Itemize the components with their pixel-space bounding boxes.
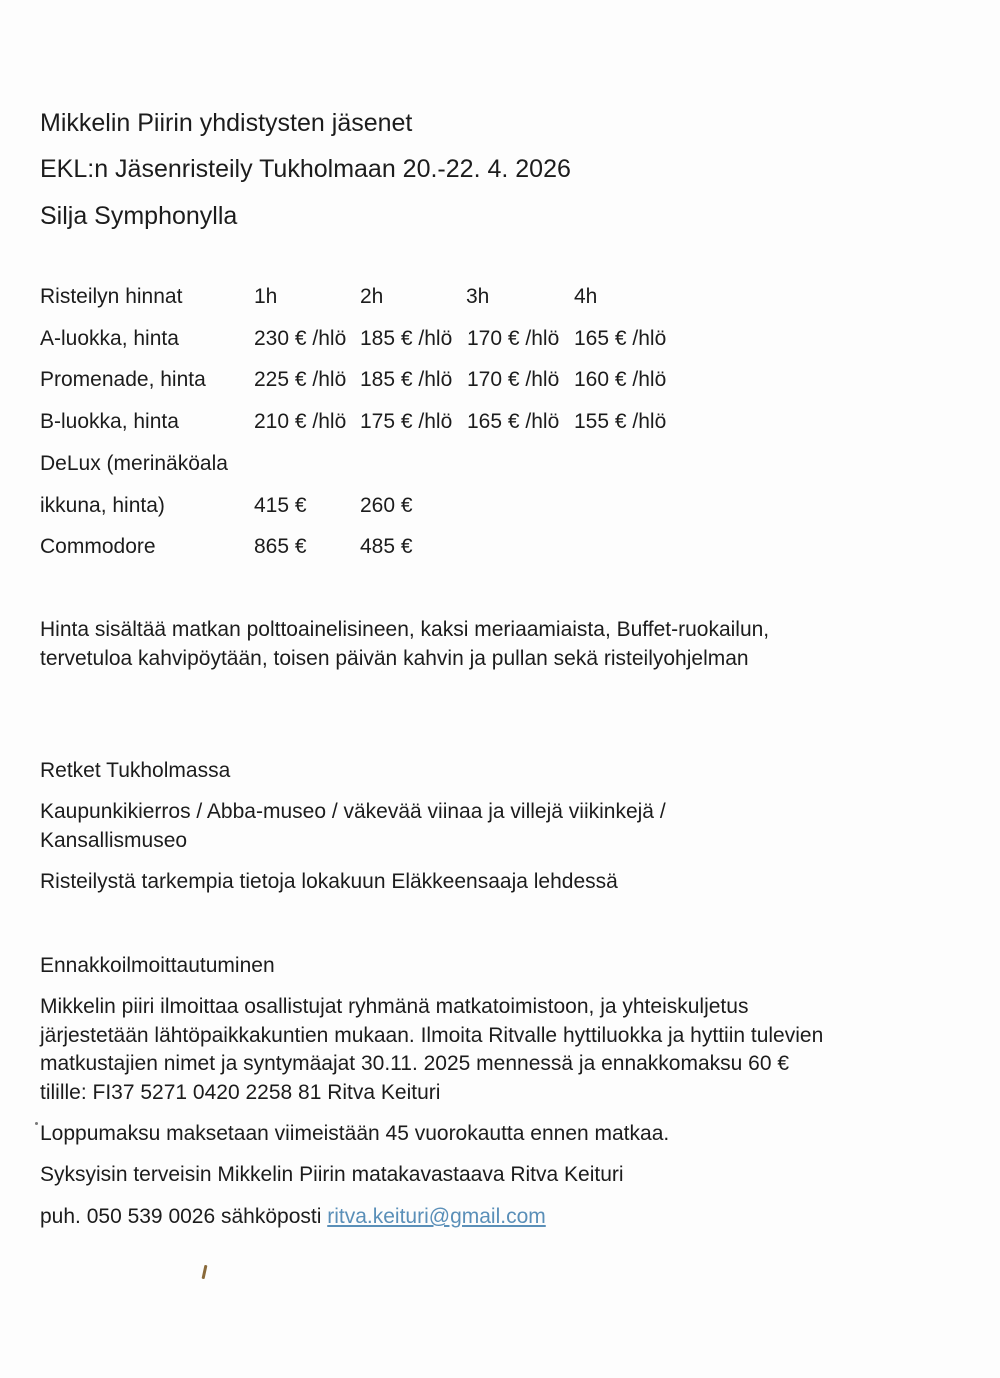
table-cell-price: 175 € /hlö — [360, 410, 453, 433]
contact-prefix: puh. 050 539 0026 sähköposti — [40, 1205, 328, 1228]
table-cell-price: 165 € /hlö — [574, 327, 667, 350]
table-row-label: Commodore — [40, 535, 156, 558]
greeting-text: Syksyisin terveisin Mikkelin Piirin matakavastaava Ritva Keituri — [40, 1163, 624, 1186]
table-cell-price: 160 € /hlö — [574, 368, 667, 391]
final-payment-text: Loppumaksu maksetaan viimeistään 45 vuorokautta ennen matkaa. — [40, 1122, 670, 1145]
table-row-label: B-luokka, hinta — [40, 410, 179, 433]
table-row-label: ikkuna, hinta) — [40, 494, 165, 517]
excursions-more-info: Risteilystä tarkempia tietoja lokakuun Eläkkeensaaja lehdessä — [40, 870, 618, 893]
table-cell-price: 185 € /hlö — [360, 327, 453, 350]
table-cell-price: 225 € /hlö — [254, 368, 347, 391]
table-cell-price: 415 € — [254, 494, 307, 517]
table-row-label: Promenade, hinta — [40, 368, 206, 391]
registration-text: Mikkelin piiri ilmoittaa osallistujat ryhmänä matkatoimistoon, ja yhteiskuljetus järjestetään lähtöpaikkakuntien mukaan. Ilmoita Ritvalle hyttiluokka ja hyttiin tulevien matkustajien nimet ja syntymäajat 30.11. 2025 mennessä ja ennakkomaksu 60 € tilille: FI37 5271 0420 2258 81 Ritva Keituri — [40, 995, 824, 1104]
table-row-label: DeLux (merinäköala — [40, 452, 228, 475]
scan-speck — [35, 1122, 38, 1125]
table-header-3h: 3h — [466, 285, 490, 308]
excursions-list: Kaupunkikierros / Abba-museo / väkevää viinaa ja villejä viikinkejä / Kansallismuseo — [40, 800, 666, 852]
scan-mark — [202, 1265, 208, 1279]
table-header-1h: 1h — [254, 285, 278, 308]
registration-title: Ennakkoilmoittautuminen — [40, 954, 275, 977]
email-link[interactable]: ritva.keituri@gmail.com — [327, 1205, 546, 1228]
contact-line — [40, 1205, 546, 1229]
table-header-label: Risteilyn hinnat — [40, 285, 183, 308]
header-line-2: EKL:n Jäsenristeily Tukholmaan 20.-22. 4. 2026 — [40, 155, 571, 183]
header-line-3: Silja Symphonylla — [40, 202, 238, 230]
table-cell-price: 260 € — [360, 494, 413, 517]
excursions-title: Retket Tukholmassa — [40, 759, 231, 782]
table-cell-price: 155 € /hlö — [574, 410, 667, 433]
table-row-label: A-luokka, hinta — [40, 327, 179, 350]
table-header-4h: 4h — [574, 285, 598, 308]
table-cell-price: 230 € /hlö — [254, 327, 347, 350]
table-cell-price: 485 € — [360, 535, 413, 558]
table-cell-price: 170 € /hlö — [467, 368, 560, 391]
table-cell-price: 165 € /hlö — [467, 410, 560, 433]
header-line-1: Mikkelin Piirin yhdistysten jäsenet — [40, 109, 413, 137]
table-cell-price: 185 € /hlö — [360, 368, 453, 391]
table-cell-price: 170 € /hlö — [467, 327, 560, 350]
includes-paragraph: Hinta sisältää matkan polttoainelisineen, kaksi meriaamiaista, Buffet-ruokailun, tervetuloa kahvipöytään, toisen päivän kahvin ja pullan sekä risteilyohjelman — [40, 618, 770, 670]
table-cell-price: 865 € — [254, 535, 307, 558]
table-cell-price: 210 € /hlö — [254, 410, 347, 433]
table-header-2h: 2h — [360, 285, 384, 308]
